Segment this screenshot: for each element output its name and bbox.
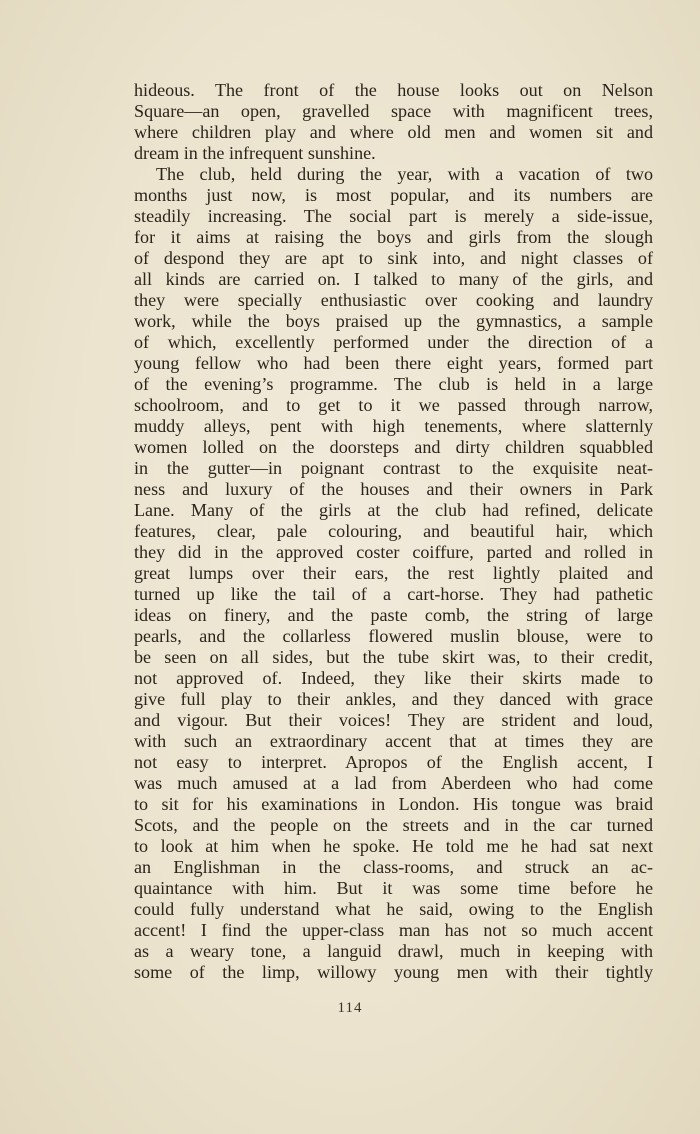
text-line: they did in the approved coster coiffure, parted and rolled in <box>134 542 653 562</box>
text-line: features, clear, pale colouring, and beautiful hair, which <box>134 521 653 541</box>
text-line: dream in the infrequent sunshine. <box>134 143 376 163</box>
text-line: of despond they are apt to sink into, and night classes of <box>134 248 653 268</box>
text-line: steadily increasing. The social part is merely a side-issue, <box>134 206 653 226</box>
text-line: work, while the boys praised up the gymnastics, a sample <box>134 311 653 331</box>
text-line: Scots, and the people on the streets and in the car turned <box>134 815 653 835</box>
text-line: accent! I find the upper-class man has not so much accent <box>134 920 653 940</box>
text-line: hideous. The front of the house looks out on Nelson <box>134 80 653 100</box>
text-line: they were specially enthusiastic over cooking and laundry <box>134 290 653 310</box>
text-line: Square—an open, gravelled space with magnificent trees, <box>134 101 653 121</box>
text-line: pearls, and the collarless flowered muslin blouse, were to <box>134 626 653 646</box>
body-text <box>134 80 653 983</box>
text-line: great lumps over their ears, the rest lightly plaited and <box>134 563 653 583</box>
text-line: to sit for his examinations in London. His tongue was braid <box>134 794 653 814</box>
text-line: with such an extraordinary accent that at times they are <box>134 731 653 751</box>
text-line: schoolroom, and to get to it we passed through narrow, <box>134 395 653 415</box>
text-line: of which, excellently performed under the direction of a <box>134 332 653 352</box>
text-line: an Englishman in the class-rooms, and struck an ac- <box>134 857 653 877</box>
text-line: of the evening’s programme. The club is held in a large <box>134 374 653 394</box>
text-line: The club, held during the year, with a vacation of two <box>156 164 653 184</box>
text-line: for it aims at raising the boys and girls from the slough <box>134 227 653 247</box>
text-line: in the gutter—in poignant contrast to the exquisite neat- <box>134 458 653 478</box>
text-line: not easy to interpret. Apropos of the English accent, I <box>134 752 653 772</box>
page-number: 114 <box>337 1000 363 1016</box>
text-line: Lane. Many of the girls at the club had refined, delicate <box>134 500 653 520</box>
text-line: young fellow who had been there eight years, formed part <box>134 353 653 373</box>
text-line: muddy alleys, pent with high tenements, where slatternly <box>134 416 653 436</box>
text-line: was much amused at a lad from Aberdeen who had come <box>134 773 653 793</box>
text-line: as a weary tone, a languid drawl, much in keeping with <box>134 941 653 961</box>
text-line: give full play to their ankles, and they danced with grace <box>134 689 653 709</box>
text-line: women lolled on the doorsteps and dirty children squabbled <box>134 437 653 457</box>
text-line: ideas on finery, and the paste comb, the string of large <box>134 605 653 625</box>
text-line: be seen on all sides, but the tube skirt was, to their credit, <box>134 647 653 667</box>
text-line: turned up like the tail of a cart-horse. They had pathetic <box>134 584 653 604</box>
text-line: ness and luxury of the houses and their owners in Park <box>134 479 653 499</box>
text-line: where children play and where old men and women sit and <box>134 122 653 142</box>
text-line: could fully understand what he said, owing to the English <box>134 899 653 919</box>
text-line: months just now, is most popular, and its numbers are <box>134 185 653 205</box>
text-line: to look at him when he spoke. He told me he had sat next <box>134 836 653 856</box>
text-line: and vigour. But their voices! They are strident and loud, <box>134 710 653 730</box>
text-line: quaintance with him. But it was some time before he <box>134 878 653 898</box>
text-line: all kinds are carried on. I talked to many of the girls, and <box>134 269 653 289</box>
text-line: not approved of. Indeed, they like their skirts made to <box>134 668 653 688</box>
text-line: some of the limp, willowy young men with their tightly <box>134 962 653 982</box>
